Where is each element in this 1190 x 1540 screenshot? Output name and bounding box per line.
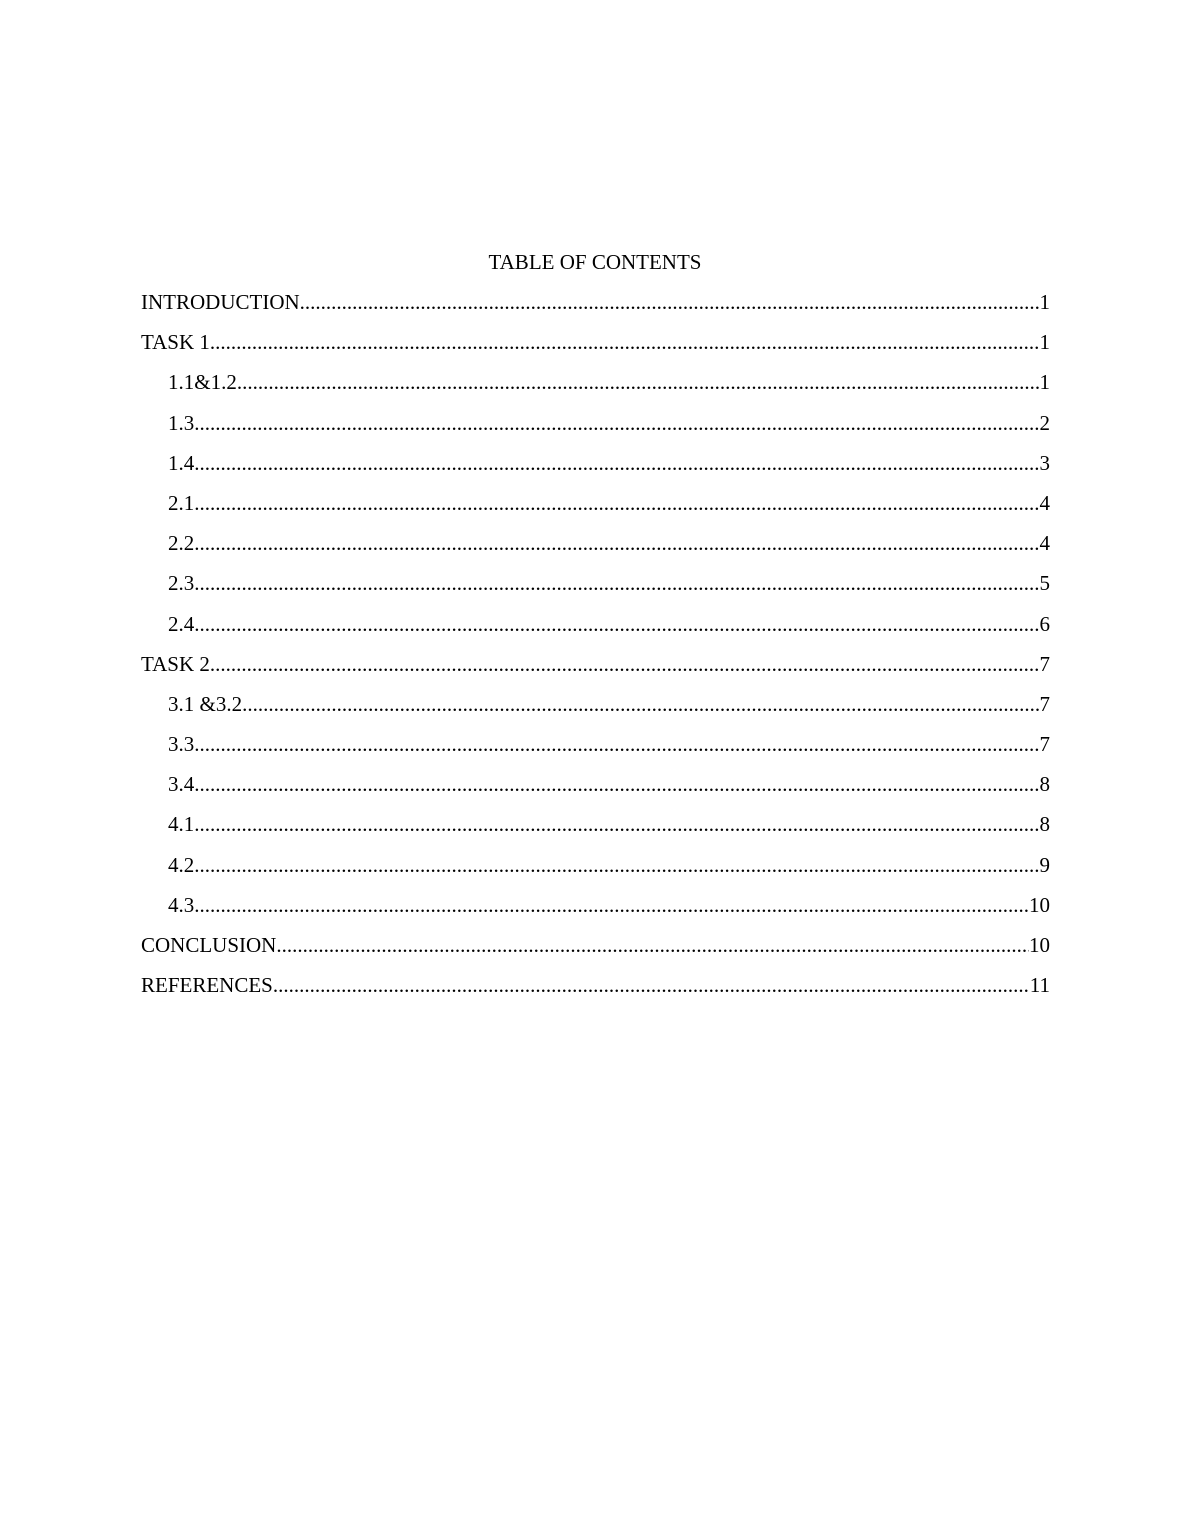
toc-entry-label: 2.2 [168, 531, 195, 556]
toc-entry-conclusion[interactable] [141, 931, 1050, 971]
toc-entry-label: 2.1 [168, 490, 195, 515]
toc-entry-label: TASK 1 [141, 330, 210, 355]
toc-entry-label: 3.3 [168, 732, 195, 757]
toc-list [141, 288, 1050, 1011]
toc-entry-2-1[interactable] [141, 489, 1050, 529]
toc-entry-3-4[interactable] [141, 770, 1050, 810]
toc-dot-leader [273, 971, 1030, 999]
toc-entry-label: 4.1 [168, 812, 195, 837]
toc-entry-page: 6 [1039, 611, 1050, 636]
toc-entry-page: 7 [1039, 651, 1050, 676]
toc-entry-label: 4.3 [168, 892, 195, 917]
toc-dot-leader [210, 650, 1040, 678]
toc-entry-task-1[interactable] [141, 328, 1050, 368]
toc-entry-references[interactable] [141, 971, 1050, 1011]
toc-entry-label: 2.4 [168, 611, 195, 636]
toc-entry-page: 8 [1039, 772, 1050, 797]
toc-entry-label: TASK 2 [141, 651, 210, 676]
toc-entry-page: 9 [1039, 852, 1050, 877]
toc-dot-leader [242, 690, 1039, 718]
toc-entry-1-4[interactable] [141, 449, 1050, 489]
toc-dot-leader [210, 328, 1040, 356]
toc-entry-page: 10 [1029, 933, 1050, 957]
toc-entry-2-2[interactable] [141, 529, 1050, 569]
toc-entry-1-3[interactable] [141, 409, 1050, 449]
toc-entry-page: 4 [1039, 490, 1050, 515]
toc-entry-2-3[interactable] [141, 569, 1050, 609]
toc-entry-3-1-3-2[interactable] [141, 690, 1050, 730]
toc-entry-label: 3.4 [168, 772, 195, 797]
toc-entry-4-1[interactable] [141, 810, 1050, 850]
toc-entry-label: 1.4 [168, 450, 195, 475]
toc-dot-leader [194, 529, 1039, 557]
toc-entry-label: CONCLUSION [141, 933, 277, 957]
toc-entry-page: 1 [1039, 330, 1050, 355]
toc-entry-label: 1.1&1.2 [168, 370, 237, 395]
toc-entry-page: 1 [1039, 290, 1050, 314]
toc-entry-page: 2 [1039, 410, 1050, 435]
toc-dot-leader [237, 368, 1040, 396]
toc-entry-page: 3 [1039, 450, 1050, 475]
toc-dot-leader [194, 810, 1039, 838]
toc-dot-leader [276, 931, 1029, 959]
toc-dot-leader [194, 449, 1039, 477]
toc-dot-leader [194, 851, 1039, 879]
toc-entry-introduction[interactable] [141, 288, 1050, 328]
toc-dot-leader [194, 489, 1039, 517]
toc-entry-page: 8 [1039, 812, 1050, 837]
toc-entry-label: 2.3 [168, 571, 195, 596]
toc-title: TABLE OF CONTENTS [488, 250, 702, 274]
toc-entry-label: INTRODUCTION [141, 290, 300, 314]
toc-dot-leader [194, 730, 1039, 758]
toc-entry-page: 5 [1039, 571, 1050, 596]
toc-entry-page: 7 [1039, 691, 1050, 716]
toc-entry-1-1-1-2[interactable] [141, 368, 1050, 408]
toc-entry-3-3[interactable] [141, 730, 1050, 770]
toc-entry-label: REFERENCES [141, 973, 273, 998]
toc-entry-4-3[interactable] [141, 891, 1050, 931]
toc-dot-leader [194, 610, 1039, 638]
toc-entry-2-4[interactable] [141, 610, 1050, 650]
toc-entry-label: 3.1 &3.2 [168, 691, 243, 716]
toc-entry-page: 1 [1039, 370, 1050, 395]
toc-dot-leader [194, 409, 1039, 437]
toc-entry-4-2[interactable] [141, 851, 1050, 891]
toc-entry-page: 10 [1029, 892, 1050, 917]
toc-entry-label: 4.2 [168, 852, 195, 877]
toc-dot-leader [194, 770, 1039, 798]
toc-entry-page: 7 [1039, 732, 1050, 757]
toc-entry-task-2[interactable] [141, 650, 1050, 690]
toc-entry-page: 4 [1039, 531, 1050, 556]
toc-dot-leader [194, 891, 1029, 919]
toc-entry-page: 11 [1029, 973, 1050, 998]
toc-dot-leader [194, 569, 1039, 597]
toc-dot-leader [300, 288, 1040, 316]
toc-entry-label: 1.3 [168, 410, 195, 435]
